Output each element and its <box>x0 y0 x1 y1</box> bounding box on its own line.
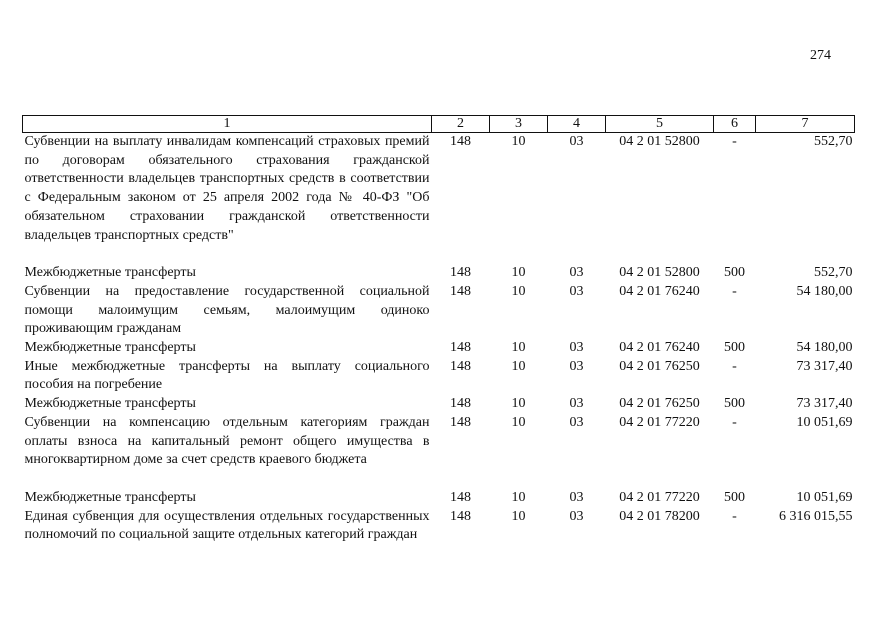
row-name: Субвенции на предоставление государственной социальной помощи малоимущим семьям, малоимущим одиноко проживающим гражданам <box>24 283 430 337</box>
table-row <box>23 395 855 414</box>
row-subsection: 03 <box>569 489 584 505</box>
table-row <box>23 489 855 508</box>
row-name: Единая субвенция для осуществления отдельных государственных полномочий по социальной защите отдельных категорий граждан <box>24 508 430 543</box>
row-expense-type: - <box>732 134 737 149</box>
row-amount: 73 317,40 <box>796 396 853 412</box>
row-subsection: 03 <box>569 134 584 149</box>
row-admin-code: 148 <box>450 396 471 412</box>
table-row <box>23 508 855 545</box>
row-target-article: 04 2 01 76240 <box>619 283 700 299</box>
row-expense-type: 500 <box>724 265 745 281</box>
row-section: 10 <box>511 265 526 281</box>
row-spacer-cell <box>23 470 855 489</box>
header-col-4: 4 <box>548 116 606 133</box>
row-target-article: 04 2 01 77220 <box>619 489 700 505</box>
row-amount: 10 051,69 <box>796 489 853 505</box>
row-amount: 552,70 <box>814 134 853 149</box>
row-spacer <box>23 470 855 489</box>
row-subsection: 03 <box>569 358 584 374</box>
row-name: Межбюджетные трансферты <box>24 265 196 281</box>
row-admin-code: 148 <box>450 283 471 299</box>
row-admin-code: 148 <box>450 340 471 356</box>
row-expense-type: - <box>732 283 737 299</box>
row-section: 10 <box>511 396 526 412</box>
header-col-1: 1 <box>23 116 432 133</box>
row-admin-code: 148 <box>450 508 471 524</box>
budget-table <box>22 115 855 545</box>
row-admin-code: 148 <box>450 414 471 430</box>
row-name: Межбюджетные трансферты <box>24 340 196 356</box>
row-amount: 54 180,00 <box>796 340 853 356</box>
table-row <box>23 283 855 339</box>
row-spacer-cell <box>23 245 855 264</box>
row-subsection: 03 <box>569 283 584 299</box>
row-amount: 10 051,69 <box>796 414 853 430</box>
row-section: 10 <box>511 489 526 505</box>
row-target-article: 04 2 01 52800 <box>619 265 700 281</box>
row-target-article: 04 2 01 76240 <box>619 340 700 356</box>
table-row <box>23 133 855 246</box>
row-expense-type: - <box>732 358 737 374</box>
row-target-article: 04 2 01 76250 <box>619 396 700 412</box>
row-subsection: 03 <box>569 396 584 412</box>
row-admin-code: 148 <box>450 358 471 374</box>
row-name: Межбюджетные трансферты <box>24 396 196 412</box>
row-spacer <box>23 245 855 264</box>
table-row <box>23 264 855 283</box>
row-expense-type: 500 <box>724 396 745 412</box>
row-subsection: 03 <box>569 414 584 430</box>
row-target-article: 04 2 01 52800 <box>619 134 700 149</box>
row-name: Иные межбюджетные трансферты на выплату социального пособия на погребение <box>24 358 430 393</box>
row-amount: 54 180,00 <box>796 283 853 299</box>
row-expense-type: 500 <box>724 340 745 356</box>
row-expense-type: 500 <box>724 489 745 505</box>
row-subsection: 03 <box>569 508 584 524</box>
row-name: Межбюджетные трансферты <box>24 489 196 505</box>
header-col-5: 5 <box>606 116 714 133</box>
row-admin-code: 148 <box>450 265 471 281</box>
row-subsection: 03 <box>569 265 584 281</box>
row-target-article: 04 2 01 78200 <box>619 508 700 524</box>
row-section: 10 <box>511 283 526 299</box>
page-number: 274 <box>810 48 831 63</box>
row-target-article: 04 2 01 76250 <box>619 358 700 374</box>
row-section: 10 <box>511 508 526 524</box>
row-name: Субвенции на компенсацию отдельным категориям граждан оплаты взноса на капитальный ремонт общего имущества в многоквартирном доме за счет средств краевого бюджета <box>24 414 430 468</box>
header-col-2: 2 <box>432 116 490 133</box>
table-row <box>23 358 855 395</box>
row-amount: 6 316 015,55 <box>779 508 853 524</box>
row-section: 10 <box>511 414 526 430</box>
header-col-6: 6 <box>714 116 756 133</box>
row-amount: 73 317,40 <box>796 358 853 374</box>
table-row <box>23 339 855 358</box>
row-subsection: 03 <box>569 340 584 356</box>
row-name: Субвенции на выплату инвалидам компенсаций страховых премий по договорам обязательного страхования гражданской ответственности владельцев транспортных средств в соответствии с Федеральным законом от 25 апреля 2002 года № 40-ФЗ "Об обязательном страховании гражданской ответственности владельцев транспортных средств" <box>24 134 430 243</box>
row-expense-type: - <box>732 508 737 524</box>
table-row <box>23 414 855 470</box>
header-col-3: 3 <box>490 116 548 133</box>
row-admin-code: 148 <box>450 134 471 149</box>
header-col-7: 7 <box>756 116 855 133</box>
row-section: 10 <box>511 134 526 149</box>
row-target-article: 04 2 01 77220 <box>619 414 700 430</box>
row-admin-code: 148 <box>450 489 471 505</box>
row-section: 10 <box>511 340 526 356</box>
row-expense-type: - <box>732 414 737 430</box>
header-row <box>23 116 855 133</box>
row-amount: 552,70 <box>814 265 853 281</box>
row-section: 10 <box>511 358 526 374</box>
